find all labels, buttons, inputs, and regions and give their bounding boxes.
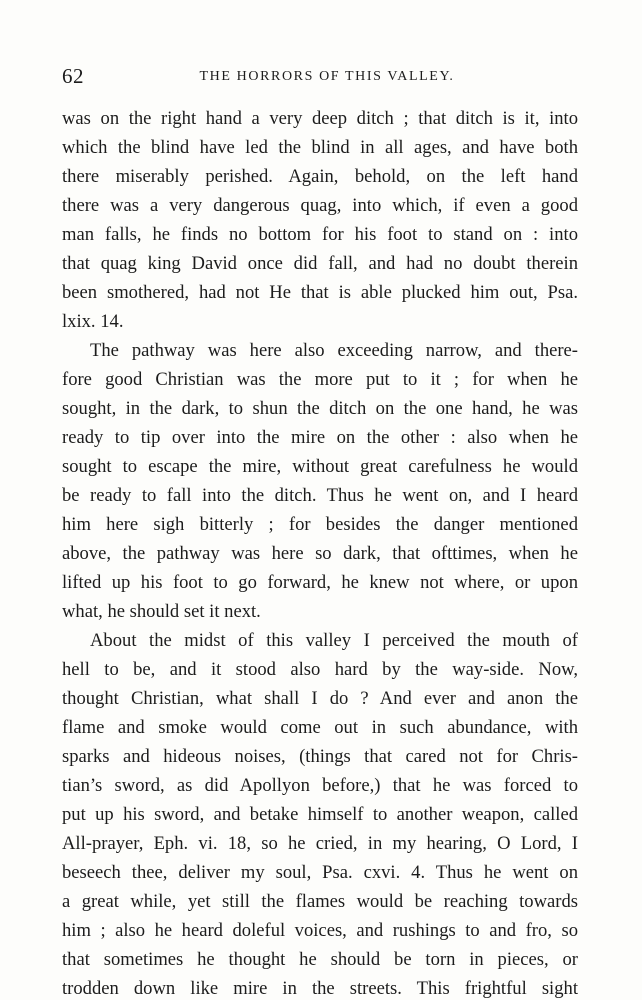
text-line: sparks and hideous noises, (things that cared not for Chris- (62, 746, 578, 767)
text-line: been smothered, had not He that is able plucked him out, Psa. (62, 282, 578, 303)
text-line: The pathway was here also exceeding narrow, and there- (90, 340, 578, 361)
text-line: him ; also he heard doleful voices, and rushings to and fro, so (62, 920, 578, 941)
body-text (62, 104, 578, 1003)
page-number: 62 (62, 64, 84, 88)
text-line: trodden down like mire in the streets. This frightful sight (62, 978, 578, 999)
text-line: that sometimes he thought he should be torn in pieces, or (62, 949, 578, 970)
text-line: beseech thee, deliver my soul, Psa. cxvi. 4. Thus he went on (62, 862, 578, 883)
text-line: put up his sword, and betake himself to another weapon, called (62, 804, 578, 825)
text-line: sought, in the dark, to shun the ditch on the one hand, he was (62, 398, 578, 419)
text-line: About the midst of this valley I perceived the mouth of (90, 630, 578, 651)
text-line: be ready to fall into the ditch. Thus he went on, and I heard (62, 485, 578, 506)
text-line: flame and smoke would come out in such abundance, with (62, 717, 578, 738)
text-line: sought to escape the mire, without great carefulness he would (62, 456, 578, 477)
text-line: him here sigh bitterly ; for besides the danger mentioned (62, 514, 578, 535)
running-head (62, 64, 578, 92)
text-line: man falls, he finds no bottom for his foot to stand on : into (62, 224, 578, 245)
text-line: there was a very dangerous quag, into which, if even a good (62, 195, 578, 216)
text-line: All-prayer, Eph. vi. 18, so he cried, in my hearing, O Lord, I (62, 833, 578, 854)
text-line: there miserably perished. Again, behold, on the left hand (62, 166, 578, 187)
text-line: lifted up his foot to go forward, he knew not where, or upon (62, 572, 578, 593)
running-head-title: THE HORRORS OF THIS VALLEY. (199, 69, 455, 84)
text-line: fore good Christian was the more put to it ; for when he (62, 369, 578, 390)
text-line: hell to be, and it stood also hard by the way-side. Now, (62, 659, 578, 680)
text-line: that quag king David once did fall, and had no doubt therein (62, 253, 578, 274)
text-line: what, he should set it next. (62, 601, 261, 622)
text-line: thought Christian, what shall I do ? And ever and anon the (62, 688, 578, 709)
text-line: above, the pathway was here so dark, that ofttimes, when he (62, 543, 578, 564)
text-line: which the blind have led the blind in all ages, and have both (62, 137, 578, 158)
text-line: tian’s sword, as did Apollyon before,) that he was forced to (62, 775, 578, 796)
text-line: ready to tip over into the mire on the other : also when he (62, 427, 578, 448)
text-line: lxix. 14. (62, 311, 124, 332)
text-line: was on the right hand a very deep ditch ; that ditch is it, into (62, 108, 578, 129)
text-line: a great while, yet still the flames would be reaching towards (62, 891, 578, 912)
